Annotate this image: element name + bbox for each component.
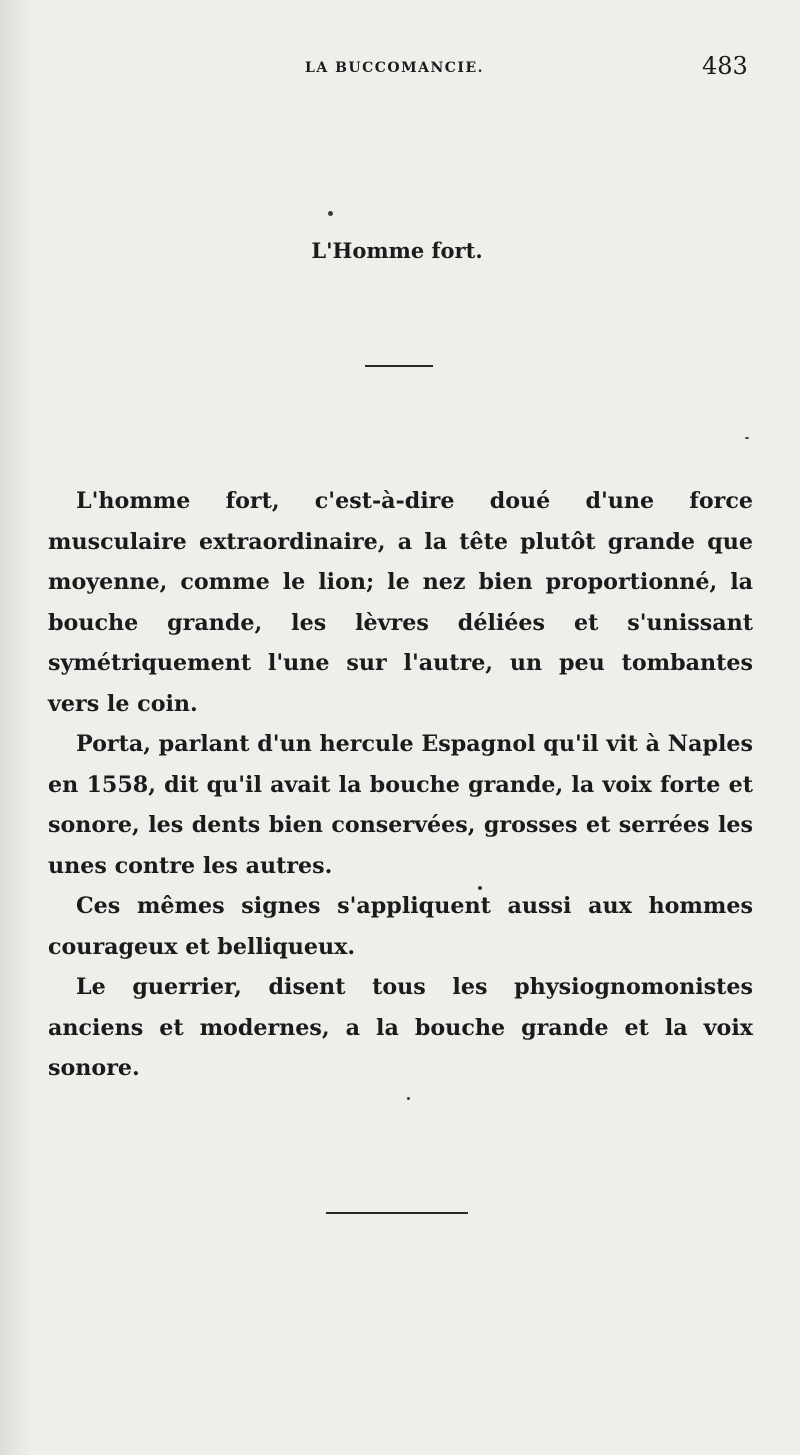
ink-speck bbox=[745, 437, 749, 439]
page-gutter-shadow bbox=[0, 0, 30, 1455]
chapter-title-text: L'Homme fort. bbox=[311, 238, 483, 263]
paragraph: Le guerrier, disent tous les physiognomonistes anciens et modernes, a la bouche grande et la voix sonore. bbox=[48, 974, 753, 1081]
section-rule-top bbox=[365, 365, 433, 367]
chapter-title bbox=[0, 238, 800, 263]
paragraph: Ces mêmes signes s'appliquent aussi aux hommes courageux et belliqueux. bbox=[48, 893, 753, 960]
paragraph: L'homme fort, c'est-à-dire doué d'une force musculaire extraordinaire, a la tête plutôt grande que moyenne, comme le lion; le nez bien proportionné, la bouche grande, les lèvres déliées et s'unissant symétriquement l'une sur l'autre, un peu tombantes vers le coin. bbox=[48, 488, 753, 717]
page-number: 483 bbox=[702, 52, 748, 80]
running-title: LA BUCCOMANCIE. bbox=[305, 60, 484, 76]
ink-speck bbox=[328, 211, 333, 216]
ink-speck bbox=[478, 886, 482, 890]
running-head bbox=[0, 52, 800, 82]
section-rule-bottom bbox=[326, 1212, 468, 1214]
body-text bbox=[48, 481, 753, 1089]
ink-speck bbox=[407, 1097, 410, 1100]
paragraph: Porta, parlant d'un hercule Espagnol qu'il vit à Naples en 1558, dit qu'il avait la bouche grande, la voix forte et sonore, les dents bien conservées, grosses et serrées les unes contre les autres. bbox=[48, 731, 753, 879]
